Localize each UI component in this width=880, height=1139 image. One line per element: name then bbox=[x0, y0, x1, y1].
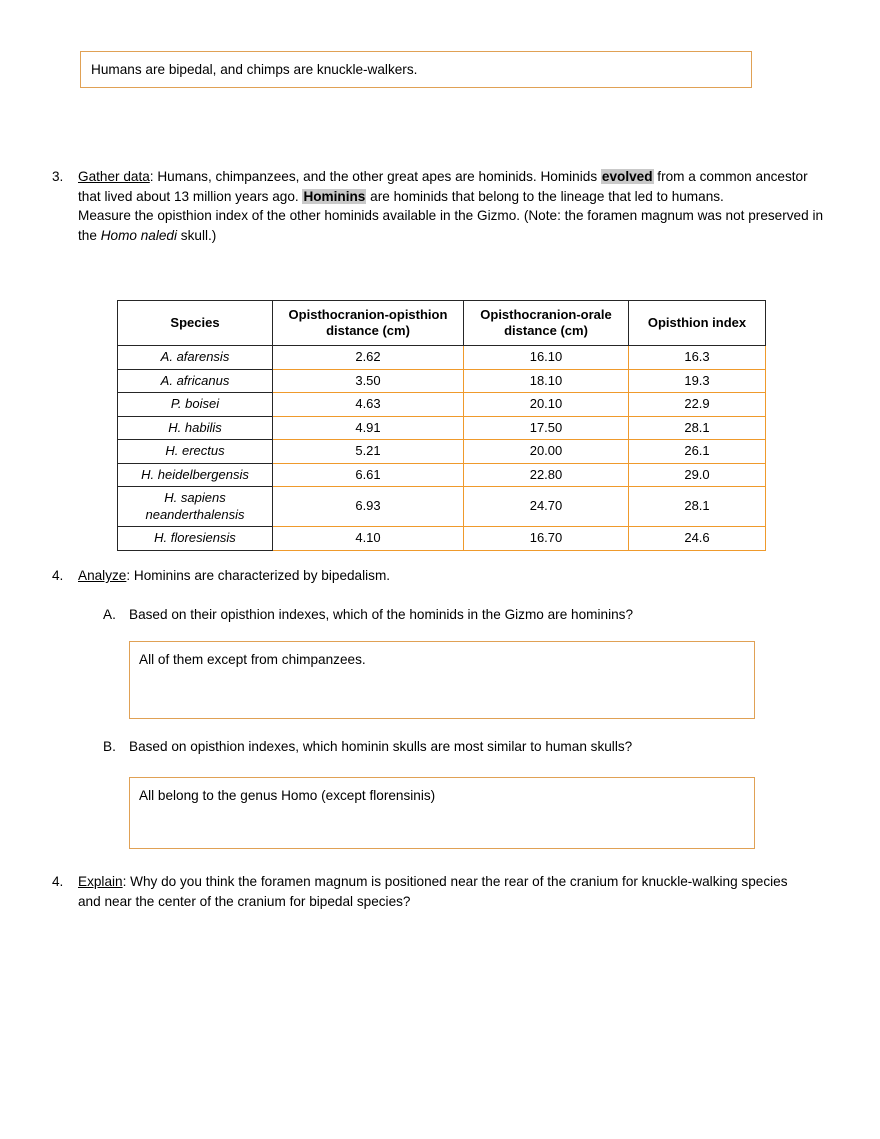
item-4-explain-label: Explain bbox=[78, 874, 123, 889]
item-4-explain-body bbox=[78, 872, 812, 911]
answer-box-b-text: All belong to the genus Homo (except florensinis) bbox=[139, 788, 436, 803]
cell-species: A. africanus bbox=[118, 369, 273, 393]
cell-distance-1: 4.91 bbox=[273, 416, 464, 440]
cell-opisthion-index: 24.6 bbox=[629, 527, 766, 551]
cell-opisthion-index: 29.0 bbox=[629, 463, 766, 487]
item-4-analyze-number: 4. bbox=[52, 568, 64, 583]
item-4-analyze-body bbox=[78, 566, 832, 586]
question-a-letter: A. bbox=[103, 607, 116, 622]
table-row bbox=[118, 527, 766, 551]
cell-opisthion-index: 28.1 bbox=[629, 487, 766, 527]
table-body bbox=[118, 346, 766, 551]
cell-distance-2: 17.50 bbox=[464, 416, 629, 440]
cell-species: H. sapiens neanderthalensis bbox=[118, 487, 273, 527]
cell-species: H. floresiensis bbox=[118, 527, 273, 551]
table-row bbox=[118, 416, 766, 440]
cell-distance-2: 22.80 bbox=[464, 463, 629, 487]
table-row bbox=[118, 463, 766, 487]
answer-box-a-text: All of them except from chimpanzees. bbox=[139, 652, 366, 667]
item-4-explain bbox=[52, 872, 812, 911]
cell-opisthion-index: 16.3 bbox=[629, 346, 766, 370]
table-header-row bbox=[118, 301, 766, 346]
cell-species: A. afarensis bbox=[118, 346, 273, 370]
cell-distance-2: 24.70 bbox=[464, 487, 629, 527]
question-b bbox=[103, 737, 803, 757]
question-a-text: Based on their opisthion indexes, which of the hominids in the Gizmo are hominins? bbox=[129, 607, 634, 622]
cell-distance-2: 18.10 bbox=[464, 369, 629, 393]
item-4-explain-text: : Why do you think the foramen magnum is positioned near the rear of the cranium for knuckle-walking species and near the center of the cranium for bipedal species? bbox=[78, 874, 788, 909]
table-row bbox=[118, 487, 766, 527]
cell-species: P. boisei bbox=[118, 393, 273, 417]
item-4-analyze-text: : Hominins are characterized by bipedalism. bbox=[126, 568, 391, 583]
question-b-text: Based on opisthion indexes, which hominin skulls are most similar to human skulls? bbox=[129, 739, 633, 754]
cell-species: H. heidelbergensis bbox=[118, 463, 273, 487]
question-b-letter: B. bbox=[103, 739, 116, 754]
item-3-para2-a: Measure the opisthion index of the other hominids available in the Gizmo. (Note: the foramen magnum was not preserved in the bbox=[78, 208, 824, 243]
item-3-para1-b: from a common ancestor that lived about 13 million years ago. bbox=[78, 169, 808, 204]
cell-distance-2: 16.10 bbox=[464, 346, 629, 370]
table-header bbox=[118, 301, 766, 346]
item-4-explain-number: 4. bbox=[52, 874, 64, 889]
cell-opisthion-index: 22.9 bbox=[629, 393, 766, 417]
cell-distance-1: 3.50 bbox=[273, 369, 464, 393]
cell-distance-1: 4.63 bbox=[273, 393, 464, 417]
table-row bbox=[118, 393, 766, 417]
cell-distance-2: 16.70 bbox=[464, 527, 629, 551]
table-row bbox=[118, 369, 766, 393]
item-3-gather-data bbox=[52, 167, 832, 245]
item-3-body bbox=[78, 167, 832, 245]
item-3-para1-a: : Humans, chimpanzees, and the other great apes are hominids. Hominids bbox=[149, 169, 601, 184]
question-a bbox=[103, 605, 803, 625]
item-4-analyze bbox=[52, 566, 832, 586]
cell-species: H. erectus bbox=[118, 440, 273, 464]
cell-distance-1: 6.93 bbox=[273, 487, 464, 527]
table-row bbox=[118, 346, 766, 370]
cell-distance-1: 4.10 bbox=[273, 527, 464, 551]
column-header-opisthion-index: Opisthion index bbox=[629, 301, 766, 346]
cell-distance-2: 20.10 bbox=[464, 393, 629, 417]
item-3-label: Gather data bbox=[78, 169, 150, 184]
column-header-species: Species bbox=[118, 301, 273, 346]
item-4-analyze-label: Analyze bbox=[78, 568, 127, 583]
item-3-para1-c: are hominids that belong to the lineage that led to humans. bbox=[366, 188, 724, 204]
item-3-number: 3. bbox=[52, 169, 64, 184]
answer-box-a[interactable] bbox=[129, 641, 755, 719]
table-row bbox=[118, 440, 766, 464]
cell-distance-2: 20.00 bbox=[464, 440, 629, 464]
cell-species: H. habilis bbox=[118, 416, 273, 440]
cell-opisthion-index: 28.1 bbox=[629, 416, 766, 440]
species-homo-naledi: Homo naledi bbox=[100, 227, 178, 243]
cell-distance-1: 6.61 bbox=[273, 463, 464, 487]
answer-box-top-text: Humans are bipedal, and chimps are knuckle-walkers. bbox=[91, 62, 418, 77]
cell-opisthion-index: 26.1 bbox=[629, 440, 766, 464]
column-header-opisthocranion-opisthion: Opisthocranion-opisthion distance (cm) bbox=[273, 301, 464, 346]
item-3-para2-b: skull.) bbox=[177, 227, 217, 243]
cell-opisthion-index: 19.3 bbox=[629, 369, 766, 393]
opisthion-index-table bbox=[117, 300, 766, 551]
answer-box-b[interactable] bbox=[129, 777, 755, 849]
cell-distance-1: 2.62 bbox=[273, 346, 464, 370]
highlight-evolved: evolved bbox=[601, 169, 653, 184]
answer-box-top[interactable] bbox=[80, 51, 752, 88]
cell-distance-1: 5.21 bbox=[273, 440, 464, 464]
highlight-hominins: Hominins bbox=[303, 188, 366, 204]
column-header-opisthocranion-orale: Opisthocranion-orale distance (cm) bbox=[464, 301, 629, 346]
